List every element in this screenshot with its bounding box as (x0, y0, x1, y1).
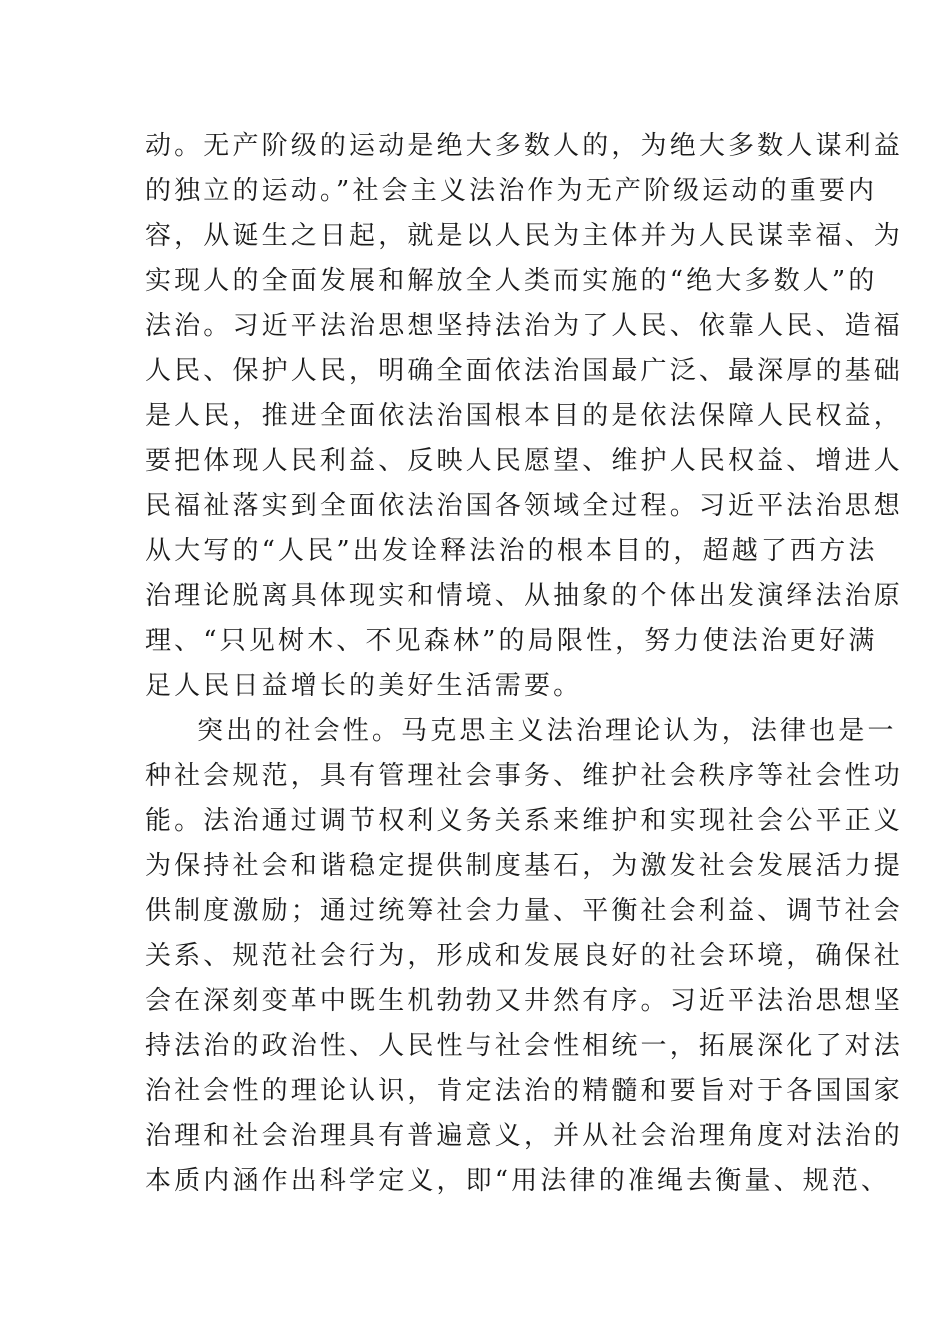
text-line: 能。法治通过调节权利义务关系来维护和实现社会公平正义 (145, 806, 903, 836)
text-line: 动。无产阶级的运动是绝大多数人的，为绝大多数人谋利益 (145, 131, 903, 161)
text-line: 容，从诞生之日起，就是以人民为主体并为人民谋幸福、为 (145, 221, 903, 251)
paragraph-heading-line: 突出的社会性。马克思主义法治理论认为，法律也是一 (197, 716, 897, 746)
text-line: 关系、规范社会行为，形成和发展良好的社会环境，确保社 (145, 941, 903, 971)
text-line: 民福祉落实到全面依法治国各领域全过程。习近平法治思想 (145, 491, 903, 521)
text-line: 本质内涵作出科学定义，即“用法律的准绳去衡量、规范、 (145, 1166, 891, 1196)
text-line: 供制度激励；通过统筹社会力量、平衡社会利益、调节社会 (145, 896, 903, 926)
text-line: 会在深刻变革中既生机勃勃又井然有序。习近平法治思想坚 (145, 986, 903, 1016)
text-line: 种社会规范，具有管理社会事务、维护社会秩序等社会性功 (145, 761, 903, 791)
text-line: 是人民，推进全面依法治国根本目的是依法保障人民权益， (145, 401, 903, 431)
text-line: 持法治的政治性、人民性与社会性相统一，拓展深化了对法 (145, 1031, 903, 1061)
text-line: 从大写的“人民”出发诠释法治的根本目的，超越了西方法 (145, 536, 878, 566)
text-line: 法治。习近平法治思想坚持法治为了人民、依靠人民、造福 (145, 311, 903, 341)
text-line: 实现人的全面发展和解放全人类而实施的“绝大多数人”的 (145, 266, 878, 296)
text-line: 的独立的运动。”社会主义法治作为无产阶级运动的重要内 (145, 176, 878, 206)
text-line: 治社会性的理论认识，肯定法治的精髓和要旨对于各国国家 (145, 1076, 903, 1106)
text-line: 足人民日益增长的美好生活需要。 (145, 671, 583, 701)
text-line: 治理论脱离具体现实和情境、从抽象的个体出发演绎法治原 (145, 581, 903, 611)
text-line: 人民、保护人民，明确全面依法治国最广泛、最深厚的基础 (145, 356, 903, 386)
text-line: 治理和社会治理具有普遍意义，并从社会治理角度对法治的 (145, 1121, 903, 1151)
text-line: 要把体现人民利益、反映人民愿望、维护人民权益、增进人 (145, 446, 903, 476)
text-line: 理、“只见树木、不见森林”的局限性，努力使法治更好满 (145, 626, 878, 656)
text-line: 为保持社会和谐稳定提供制度基石，为激发社会发展活力提 (145, 851, 903, 881)
